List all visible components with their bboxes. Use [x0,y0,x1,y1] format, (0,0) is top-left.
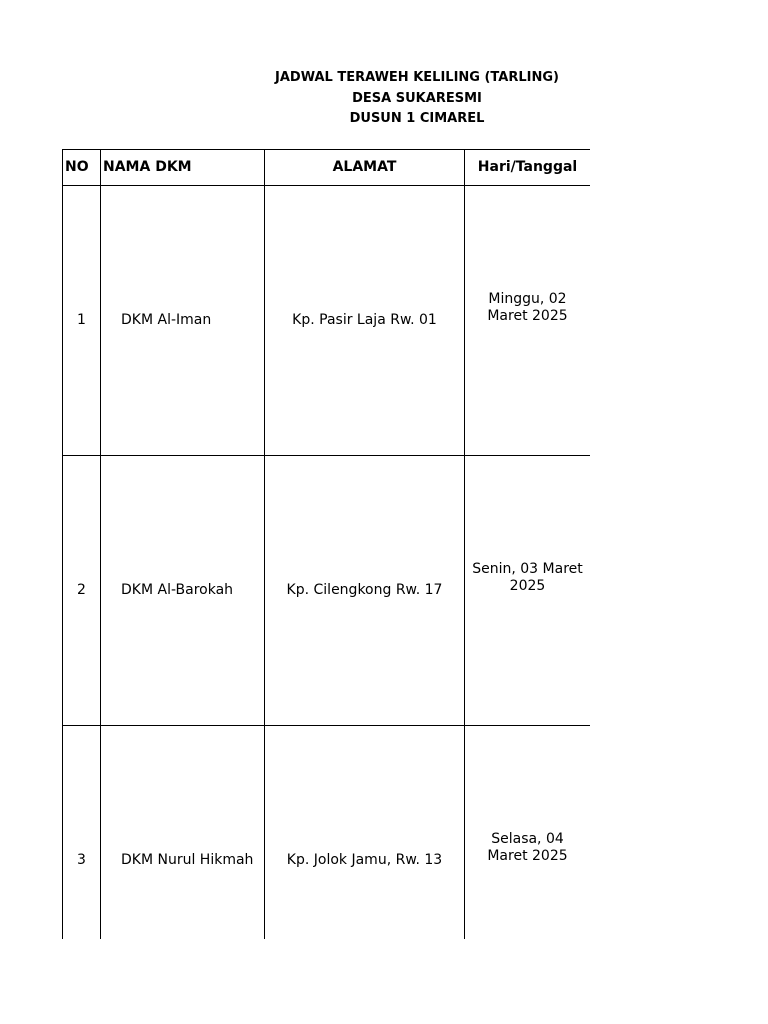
document-title [62,68,768,130]
cell-no: 2 [63,456,101,726]
header-no: NO [63,150,101,186]
header-name: NAMA DKM [101,150,265,186]
cell-date: Senin, 03 Maret 2025 [465,456,591,726]
schedule-table [62,149,590,939]
title-line-3: DUSUN 1 CIMAREL [349,111,485,126]
table-header-row [63,150,591,186]
title-line-2: DESA SUKARESMI [352,90,482,106]
title-line-1: JADWAL TERAWEH KELILING (TARLING) [275,70,559,85]
table-row [63,726,591,940]
cell-no: 1 [63,186,101,456]
cell-address: Kp. Jolok Jamu, Rw. 13 [265,726,465,940]
cell-name: DKM Nurul Hikmah [101,726,265,940]
cell-address: Kp. Pasir Laja Rw. 01 [265,186,465,456]
cell-date: Minggu, 02 Maret 2025 [465,186,591,456]
cell-date: Selasa, 04 Maret 2025 [465,726,591,940]
cell-no: 3 [63,726,101,940]
table-row [63,456,591,726]
header-address: ALAMAT [265,150,465,186]
cell-name: DKM Al-Barokah [101,456,265,726]
cell-address: Kp. Cilengkong Rw. 17 [265,456,465,726]
table-row [63,186,591,456]
schedule-sheet [62,149,590,939]
header-date: Hari/Tanggal [465,150,591,186]
cell-name: DKM Al-Iman [101,186,265,456]
